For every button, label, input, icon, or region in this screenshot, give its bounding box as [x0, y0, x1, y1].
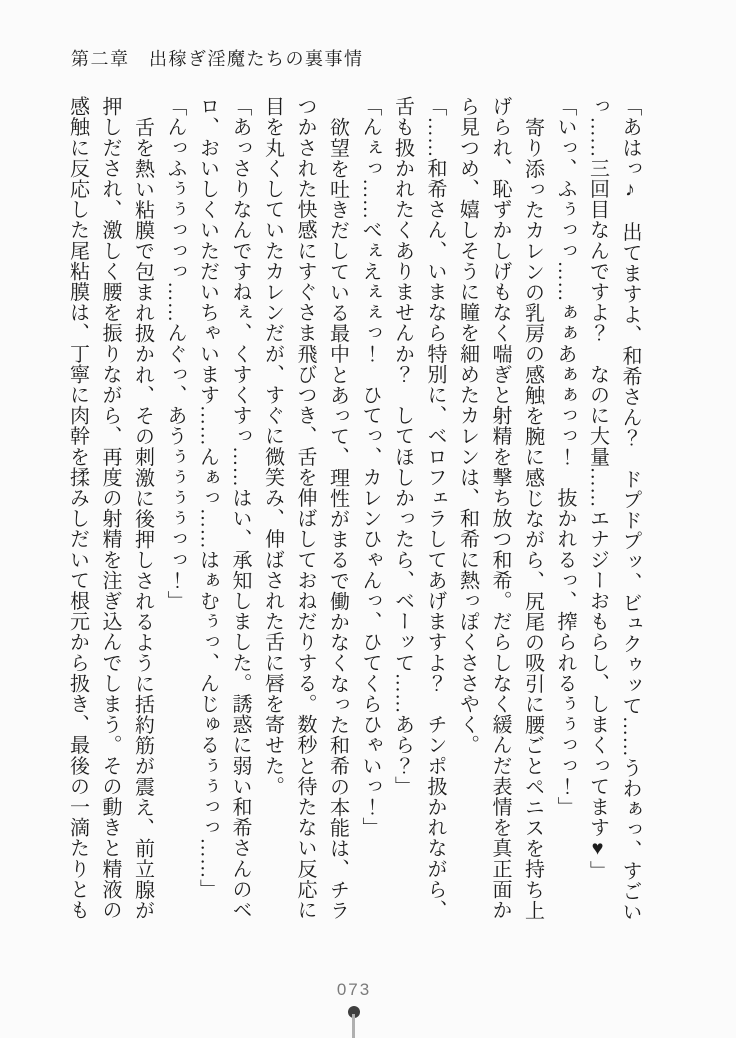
text-line: つかされた快感にすぐさま飛びつき、舌を伸ばしておねだりする。数秒と待たない反応に [294, 96, 316, 920]
text-line: 「いっ、ふぅっっ……ぁぁあぁぁっっ！ 抜かれるっ、搾られるぅぅっっ！」 [554, 96, 576, 817]
text-line: ロ、おいしくいただいちゃいます……んぁっ……はぁむぅっ、んじゅるぅぅっっ……」 [196, 96, 219, 900]
text-line: ら見つめ、嬉しそうに瞳を細めたカレンは、和希に熱っぽくささやく。 [456, 96, 479, 756]
text-line: 「あっさりなんですねぇ、くすくすっ……はい、承知しました。誘惑に弱い和希さんのベ [229, 96, 251, 920]
text-line: 舌を熱い粘膜で包まれ扱かれ、その刺激に後押しされるように括約筋が震え、前立腺が [131, 116, 154, 920]
text-line: 寄り添ったカレンの乳房の感触を腕に感じながら、尻尾の吸引に腰ごとペニスを持ち上 [521, 116, 544, 920]
text-line: げられ、恥ずかしげもなく喘ぎと射精を撃ち放つ和希。だらしなく緩んだ表情を真正面か [489, 96, 511, 920]
page-pin-line-icon [352, 1014, 355, 1038]
text-line: 「あはっ♪ 出てますよ、和希さん？ ドプドプッ、ビュクゥッて……うわぁっ、すごい [619, 96, 641, 922]
text-line: 目を丸くしていたカレンだが、すぐに微笑み、伸ばされた舌に唇を寄せた。 [261, 96, 284, 797]
text-line: 「んっふぅぅっっっ……んぐっ、あうぅぅぅぅっっ！」 [164, 96, 186, 611]
text-line: 欲望を吐きだしている最中とあって、理性がまるで働かなくなった和希の本能は、チラ [326, 116, 349, 920]
chapter-header: 第二章 出稼ぎ淫魔たちの裏事情 [71, 49, 364, 69]
page-number: 073 [336, 980, 372, 999]
body-text [61, 96, 646, 926]
text-line: 「んぇっ……べぇえぇぇっ！ ひてっ、カレンひゃんっ、ひてくらひゃいっ！」 [359, 96, 381, 838]
text-line: っ……三回目なんですよ？ なのに大量……エナジーおもらし、しまくってます♥」 [586, 96, 609, 881]
text-line: 舌も扱かれたくありませんか？ してほしかったら、ベーッて……あら？」 [391, 96, 414, 797]
text-line: 「……和希さん、いまなら特別に、ベロフェラしてあげますよ？ チンポ扱かれながら、 [424, 96, 446, 920]
text-line: 感触に反応した尾粘膜は、丁寧に肉幹を揉みしだいて根元から扱き、最後の一滴たりとも [66, 96, 89, 920]
text-line: 押しだされ、激しく腰を振りながら、再度の射精を注ぎ込んでしまう。その動きと精液の [99, 96, 121, 920]
